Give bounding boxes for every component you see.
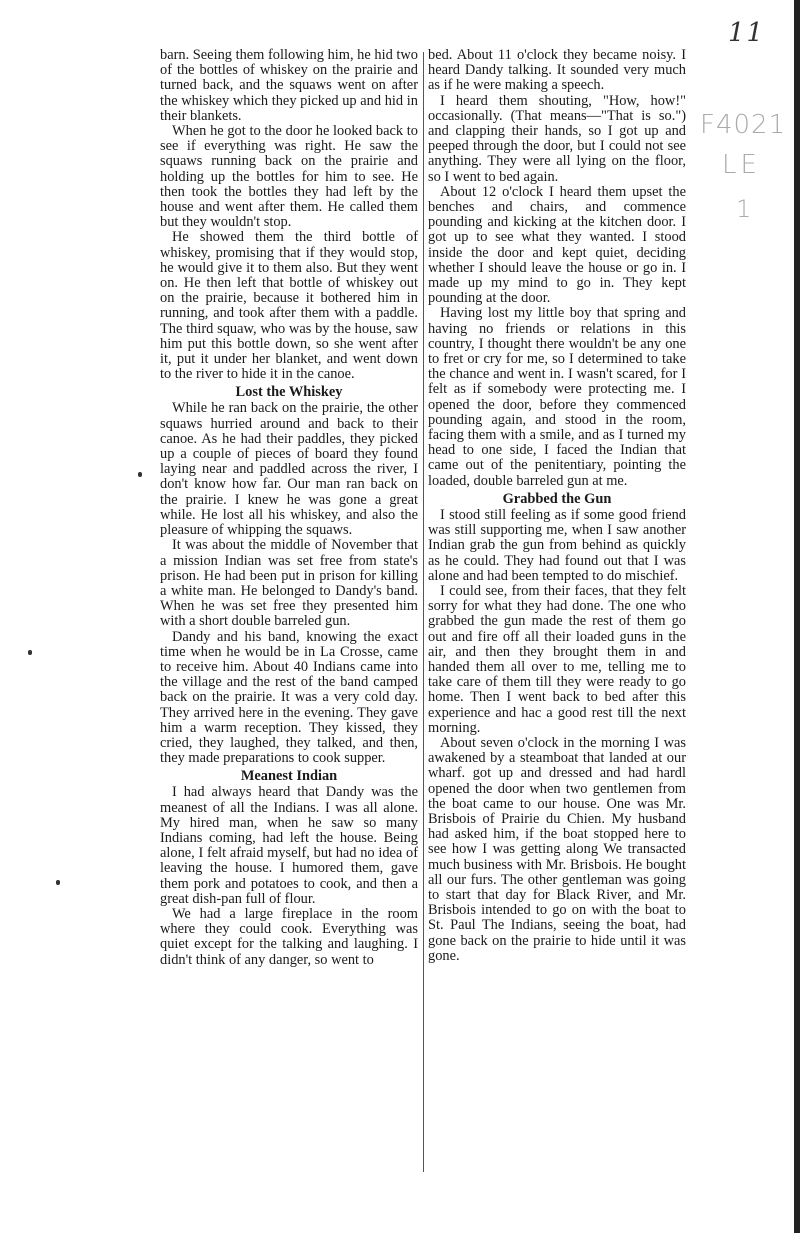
scan-speck [28,650,32,655]
section-heading: Grabbed the Gun [502,490,612,507]
article-column-left [160,48,418,968]
paragraph: When he got to the door he looked back to see if everything was right. He saw the squaws running back on the prairie and holding up the bottles for him to see. He then took the bottles they had left by the house and went after them. He called them but they wouldn't stop. [160,123,418,231]
paragraph: I could see, from their faces, that they felt sorry for what they had done. The one who grabbed the gun made the rest of them go out and fire off all their loaded guns in the air, and then they brought them in and handed them all over to me, telling me to take care of them till they were ready to go home. Then I went back to bed after this experience and hac a good rest till the next morning. [428,582,686,736]
paragraph: He showed them the third bottle of whiskey, promising that if they would stop, he would give it to them also. But they went on. He then left that bottle of whiskey out on the prairie, because it bothered him in running, and took after them with a paddle. The third squaw, who was by the house, saw him put this bottle down, so she went after it, put it under her blanket, and went down to the river to hide it in the canoe. [160,229,418,383]
paragraph: We had a large fireplace in the room where they could cook. Everything was quiet except for the talking and laughing. I didn't think of any danger, so went to [160,905,418,968]
page-number: 11 [728,18,766,48]
margin-note-initials: LE [722,150,761,180]
paragraph: I had always heard that Dandy was the meanest of all the Indians. I was all alone. My hired man, when he saw so many Indians coming, had left the house. Being alone, I felt afraid myself, but had no idea of leaving the house. I humored them, gave them pork and potatoes to cook, and then a great dish-pan full of flour. [160,784,418,907]
paragraph: While he ran back on the prairie, the other squaws hurried around and back to their canoe. As he had their paddles, they picked up a couple of pieces of board they found laying near and paddled across the river, I don't know how far. Our man ran back on the prairie. I knew he was gone a great while. He lost all his whiskey, and also the pleasure of whipping the squaws. [160,400,418,539]
paragraph: About seven o'clock in the morning I was awakened by a steamboat that landed at our wharf. got up and dressed and had hardl opened the door when two gentlemen from the boat came to our house. One was Mr. Brisbois of Prairie du Chien. My husband had asked him, if the boat stopped here to see how I was getting along We transacted much business with Mr. Brisbois. He bought all our furs. The other gentleman was going to start that day for Black River, and Mr. Brisbois intended to go on with the boat to St. Paul The Indians, seeing the boat, had gone back on the prairie to hide until it was gone. [428,734,686,964]
scan-speck [138,472,142,477]
paragraph: I heard them shouting, "How, how!" occasionally. (That means—"That is so.") and clapping their hands, so I got up and peeped through the door, but I could not see anything. They were all lying on the floor, so I went to bed again. [428,92,686,185]
margin-note-code: F4021 [700,110,787,140]
section-heading: Meanest Indian [240,768,338,785]
paragraph: It was about the middle of November that a mission Indian was set free from state's prison. He had been put in prison for killing a white man. He belonged to Dandy's band. When he was set free they presented him with a short double barreled gun. [160,537,418,630]
paragraph: About 12 o'clock I heard them upset the benches and chairs, and commence pounding and kicking at the kitchen door. I got up to see what they wanted. I stood inside the door and kept quiet, deciding whether I should leave the house or go in. I made up my mind to go in. They kept pounding at the door. [428,183,686,307]
paragraph: barn. Seeing them following him, he hid two of the bottles of whiskey on the prairie and turned back, and the squaws went on after the whiskey which they picked up and hid in their blankets. [160,47,418,124]
scan-edge [794,0,800,1233]
paragraph: Having lost my little boy that spring and having no friends or relations in this country, I thought there wouldn't be any one to fret or cry for me, so I determined to take the chance and went in. I wasn't scared, for I felt as if somebody were protecting me. I opened the door, before they commenced pounding again, and stood in the room, facing them with a smile, and as I turned my head to one side, I faced the Indian that came out of the penitentiary, pointing the loaded, double barreled gun at me. [428,305,686,489]
paragraph: I stood still feeling as if some good friend was still supporting me, when I saw another Indian grab the gun from behind as quickly as he could. They had found out that I was alone and had been tempted to do mischief. [428,506,686,584]
scan-speck [56,880,60,885]
section-heading: Lost the Whiskey [235,384,343,401]
margin-note-mark: 1 [736,195,752,223]
column-divider [423,52,424,1172]
article-column-right [428,48,686,964]
paragraph: bed. About 11 o'clock they became noisy. I heard Dandy talking. It sounded very much as if he were making a speech. [428,47,686,94]
paragraph: Dandy and his band, knowing the exact time when he would be in La Crosse, came to receive him. About 40 Indians came into the village and the rest of the band camped back on the prairie. It was a very cold day. They arrived here in the evening. They gave him a warm reception. They kissed, they cried, they laughed, they talked, and then, they made preparations to cook supper. [160,628,418,767]
